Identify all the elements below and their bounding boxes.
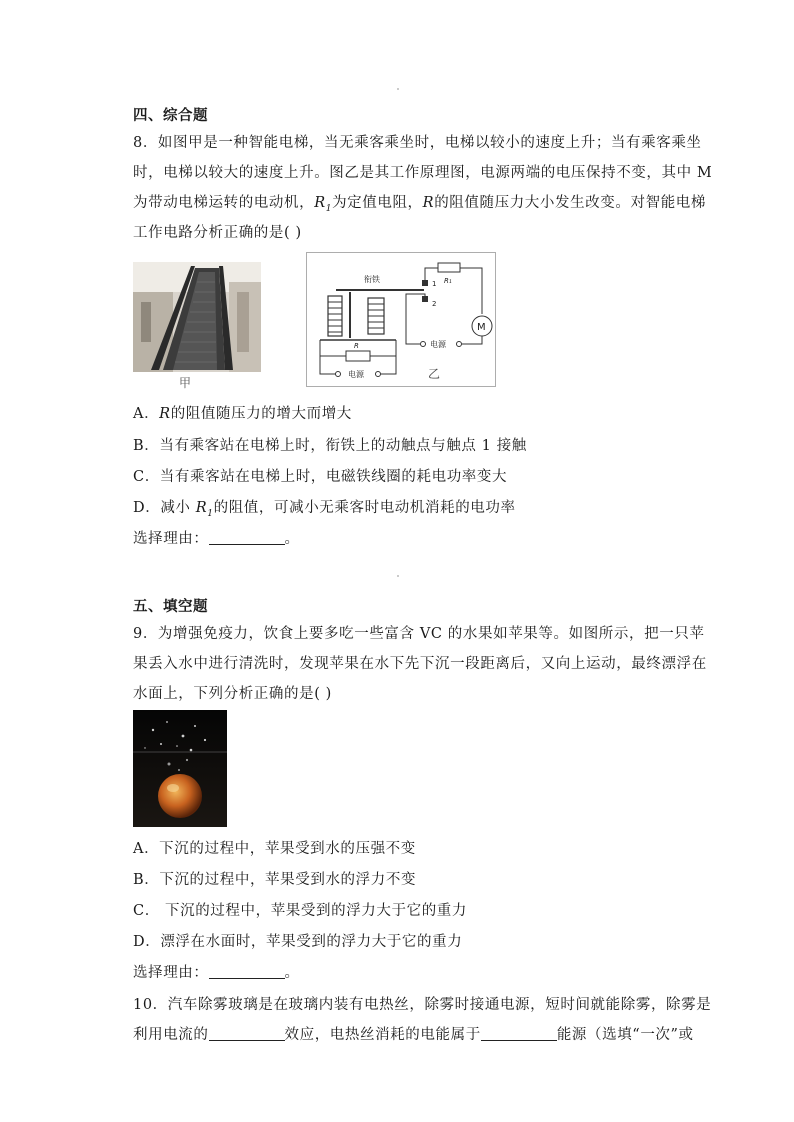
label-contact-2: 2 [432,300,437,308]
q8-option-c: C．当有乘客站在电梯上时，电磁铁线圈的耗电功率变大 [133,469,508,485]
q8-line-3-b: 为定值电阻， [332,195,423,211]
q9-line-3: 水面上，下列分析正确的是( ) [133,686,332,702]
q10-line-2-b: 效应，电热丝消耗的电能属于 [284,1027,481,1043]
q9-option-b: B．下沉的过程中，苹果受到水的浮力不变 [133,872,417,888]
q9-reason-end: 。 [284,965,300,981]
var-r: R [422,195,435,211]
q8-option-a-text: 的阻值随压力的增大而增大 [170,406,352,422]
q8-line-3 [133,191,706,214]
q8-option-b: B．当有乘客站在电梯上时，衔铁上的动触点与触点 1 接触 [133,438,527,454]
q8-option-a-var: R [159,406,171,422]
q8-line-1: 8．如图甲是一种智能电梯，当无乘客乘坐时，电梯以较小的速度上升；当有乘客乘坐 [133,135,702,151]
q10-line-2 [133,1023,694,1044]
q8-option-a [133,402,352,423]
q8-line-3-a: 为带动电梯运转的电动机， [133,195,315,211]
q8-line-3-c: 的阻值随压力大小发生改变。对智能电梯 [434,195,707,211]
var-r1-sub: 1 [325,203,333,214]
q10-line-2-c: 能源（选填“一次”或 [556,1027,694,1043]
q8-reason-end: 。 [284,531,300,547]
label-r1: R₁ [444,277,452,285]
section-title-4: 四、综合题 [133,107,208,124]
label-power-bottom: 电源 [348,370,364,379]
caption-yi: 乙 [428,367,441,381]
q9-reason [133,961,300,982]
label-r: R [354,342,359,350]
q9-line-2: 果丢入水中进行清洗时，发现苹果在水下先下沉一段距离后，又向上运动，最终漂浮在 [133,656,707,672]
q10-blank-1[interactable] [209,1026,285,1041]
q9-reason-blank[interactable] [209,964,285,979]
q8-line-4: 工作电路分析正确的是( ) [133,225,302,241]
motor-label: M [477,322,486,333]
caption-jia: 甲 [179,376,192,390]
q9-option-c: C． 下沉的过程中，苹果受到的浮力大于它的重力 [133,903,468,919]
label-power-top: 电源 [430,340,446,349]
q10-line-2-a: 利用电流的 [133,1027,209,1043]
label-armature: 衔铁 [364,275,380,284]
page-dot-2 [397,575,399,577]
label-contact-1: 1 [432,280,437,288]
q9-reason-label: 选择理由： [133,965,209,981]
q8-option-d-sub: 1 [207,508,214,519]
q8-reason-blank[interactable] [209,530,285,545]
q8-option-d [133,496,516,519]
q8-option-d-text: 的阻值，可减小无乘客时电动机消耗的电功率 [213,500,516,516]
q8-line-2: 时，电梯以较大的速度上升。图乙是其工作原理图，电源两端的电压保持不变，其中 M [133,165,713,181]
q9-line-1: 9．为增强免疫力，饮食上要多吃一些富含 VC 的水果如苹果等。如图所示，把一只苹 [133,626,705,642]
q8-option-a-prefix: A． [133,406,160,422]
escalator-photo [133,262,261,372]
q8-reason [133,527,300,548]
section-title-5: 五、填空题 [133,598,208,615]
circuit-diagram [306,252,496,387]
q8-reason-label: 选择理由： [133,531,209,547]
q8-option-d-prefix: D．减小 [133,500,196,516]
page-dot [397,88,399,90]
q10-blank-2[interactable] [481,1026,557,1041]
apple-photo [133,710,227,827]
q9-option-a: A．下沉的过程中，苹果受到水的压强不变 [133,841,416,857]
q10-line-1: 10．汽车除雾玻璃是在玻璃内装有电热丝，除雾时接通电源，短时间就能除雾，除雾是 [133,997,712,1013]
var-r1: R [314,195,326,211]
q8-option-d-var: R [195,500,208,516]
q9-option-d: D．漂浮在水面时，苹果受到的浮力大于它的重力 [133,934,463,950]
